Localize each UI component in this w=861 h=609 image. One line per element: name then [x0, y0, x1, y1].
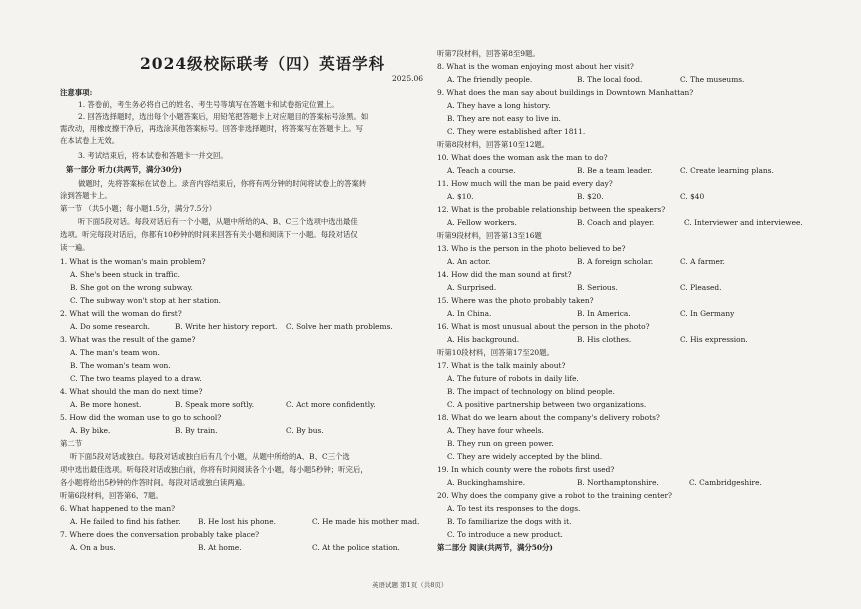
option: C. At the police station.	[312, 543, 400, 552]
option: B. They are not easy to live in.	[447, 114, 561, 123]
exam-title: 2024级校际联考（四）英语学科	[140, 54, 386, 73]
question: 9. What does the man say about buildings in Downtown Manhattan?	[437, 88, 694, 97]
option: A. $10.	[447, 192, 474, 201]
material-heading: 听第7段材料，回答第8至9题。	[437, 49, 540, 58]
material-heading: 听第6段材料，回答第6、7题。	[60, 491, 163, 500]
option: C. The museums.	[680, 75, 745, 84]
option: C. The subway won't stop at her station.	[70, 296, 222, 305]
notice-item: 1. 答卷前，考生务必将自己的姓名、考生号等填写在答题卡和试卷指定位置上。	[78, 100, 339, 109]
option: B. The impact of technology on blind people.	[447, 387, 615, 396]
option: B. Be a team leader.	[577, 166, 653, 175]
option: C. Create learning plans.	[680, 166, 774, 175]
part1-intro: 做题时，先将答案标在试卷上。录音内容结束后，你将有两分钟的时间将试卷上的答案转	[78, 179, 367, 188]
notice-item: 需改动，用橡皮擦干净后，再选涂其他答案标号。回答非选择题时，将答案写在答题卡上。写	[60, 124, 364, 133]
option: B. A foreign scholar.	[577, 257, 654, 266]
option: C. Interviewer and interviewee.	[684, 218, 803, 227]
option: A. Teach a course.	[447, 166, 516, 175]
part2-heading: 第二部分 阅读(共两节，满分50分)	[437, 543, 553, 552]
option: B. Write her history report.	[175, 322, 278, 331]
question: 18. What do we learn about the company's delivery robots?	[437, 413, 660, 422]
material-heading: 听第8段材料，回答第10至12题。	[437, 140, 550, 149]
question: 16. What is most unusual about the person in the photo?	[437, 322, 650, 331]
section2-intro: 各小题将给出5秒钟的作答时间。每段对话或独白读两遍。	[60, 478, 250, 487]
option: B. $20.	[577, 192, 604, 201]
option: B. By train.	[175, 426, 218, 435]
question: 4. What should the man do next time?	[60, 387, 203, 396]
section1-intro: 读一遍。	[60, 243, 90, 252]
section1-intro: 听下面5段对话。每段对话后有一个小题，从题中所给的A、B、C三个选项中选出最佳	[78, 217, 358, 226]
option: A. Surprised.	[447, 283, 497, 292]
question: 1. What is the woman's main problem?	[60, 257, 206, 266]
option: A. They have a long history.	[447, 101, 551, 110]
option: C. Solve her math problems.	[286, 322, 393, 331]
exam-date: 2025.06	[392, 74, 424, 83]
question: 11. How much will the man be paid every day?	[437, 179, 613, 188]
question: 10. What does the woman ask the man to do?	[437, 153, 608, 162]
option: C. They were established after 1811.	[447, 127, 586, 136]
section1-heading: 第一节 （共5小题；每小题1.5分，满分7.5分）	[60, 204, 217, 213]
option: B. The woman's team won.	[70, 361, 171, 370]
section1-intro: 选项。听完每段对话后，你都有10秒钟的时间来回答有关小题和阅读下一小题。每段对话仅	[60, 230, 358, 239]
question: 8. What is the woman enjoying most about her visit?	[437, 62, 634, 71]
material-heading: 听第9段材料，回答第13至16题	[437, 231, 542, 240]
option: A. The future of robots in daily life.	[447, 374, 579, 383]
option: B. Northamptonshire.	[577, 478, 659, 487]
option: B. They run on green power.	[447, 439, 554, 448]
option: C. His expression.	[680, 335, 748, 344]
option: A. The friendly people.	[447, 75, 533, 84]
option: B. He lost his phone.	[198, 517, 276, 526]
question: 19. In which county were the robots first used?	[437, 465, 615, 474]
option: C. $40	[680, 192, 705, 201]
option: A. An actor.	[447, 257, 491, 266]
question: 17. What is the talk mainly about?	[437, 361, 566, 370]
option: A. Buckinghamshire.	[447, 478, 526, 487]
option: A. His background.	[447, 335, 520, 344]
section2-heading: 第二节	[60, 439, 83, 448]
question: 13. Who is the person in the photo believed to be?	[437, 244, 626, 253]
option: B. Serious.	[577, 283, 618, 292]
option: B. In America.	[577, 309, 631, 318]
option: B. His clothes.	[577, 335, 632, 344]
part1-heading: 第一部分 听力(共两节，满分30分)	[66, 165, 182, 174]
option: C. To introduce a new product.	[447, 530, 563, 539]
option: C. A positive partnership between two organizations.	[447, 400, 647, 409]
option: B. The local food.	[577, 75, 643, 84]
option: A. He failed to find his father.	[70, 517, 181, 526]
option: B. To familiarize the dogs with it.	[447, 517, 572, 526]
material-heading: 听第10段材料，回答第17至20题。	[437, 348, 554, 357]
notice-item: 在本试卷上无效。	[60, 136, 120, 145]
option: C. They are widely accepted by the blind.	[447, 452, 603, 461]
option: C. In Germany	[680, 309, 735, 318]
option: A. In China.	[447, 309, 492, 318]
option: A. By bike.	[70, 426, 111, 435]
notice-item: 2. 回答选择题时，选出每个小题答案后，用铅笔把答题卡上对应题目的答案标号涂黑。如	[78, 112, 369, 121]
option: B. Speak more softly.	[175, 400, 255, 409]
part1-intro: 涂到答题卡上。	[60, 191, 112, 200]
question: 6. What happened to the man?	[60, 504, 176, 513]
option: A. The man's team won.	[70, 348, 160, 357]
option: C. Act more confidently.	[286, 400, 376, 409]
question: 5. How did the woman use to go to school?	[60, 413, 222, 422]
option: B. Coach and player.	[577, 218, 655, 227]
section2-intro: 听下面5段对话或独白。每段对话或独白后有几个小题，从题中所给的A、B、C三个选	[70, 452, 350, 461]
option: A. Do some research.	[70, 322, 150, 331]
option: C. He made his mother mad.	[312, 517, 420, 526]
question: 14. How did the man sound at first?	[437, 270, 572, 279]
option: A. Be more honest.	[70, 400, 142, 409]
notice-item: 3. 考试结束后，将本试卷和答题卡一并交回。	[78, 151, 228, 160]
option: A. To test its responses to the dogs.	[447, 504, 581, 513]
page-footer: 英语试题 第1页（共8页）	[372, 581, 448, 589]
question: 2. What will the woman do first?	[60, 309, 182, 318]
option: C. Pleased.	[680, 283, 722, 292]
option: C. By bus.	[286, 426, 324, 435]
section2-intro: 项中选出最佳选项。听每段对话或独白前，你将有时间阅读各个小题，每小题5秒钟；听完后，	[60, 465, 368, 474]
option: A. Fellow workers.	[447, 218, 517, 227]
question: 3. What was the result of the game?	[60, 335, 196, 344]
option: B. She got on the wrong subway.	[70, 283, 193, 292]
question: 20. Why does the company give a robot to the training center?	[437, 491, 672, 500]
question: 15. Where was the photo probably taken?	[437, 296, 594, 305]
option: A. She's been stuck in traffic.	[70, 270, 180, 279]
question: 7. Where does the conversation probably take place?	[60, 530, 260, 539]
option: A. They have four wheels.	[447, 426, 544, 435]
option: C. A farmer.	[680, 257, 725, 266]
option: A. On a bus.	[70, 543, 116, 552]
notice-heading: 注意事项:	[60, 88, 93, 97]
question: 12. What is the probable relationship between the speakers?	[437, 205, 666, 214]
option: C. Cambridgeshire.	[689, 478, 762, 487]
option: C. The two teams played to a draw.	[70, 374, 202, 383]
option: B. At home.	[198, 543, 242, 552]
